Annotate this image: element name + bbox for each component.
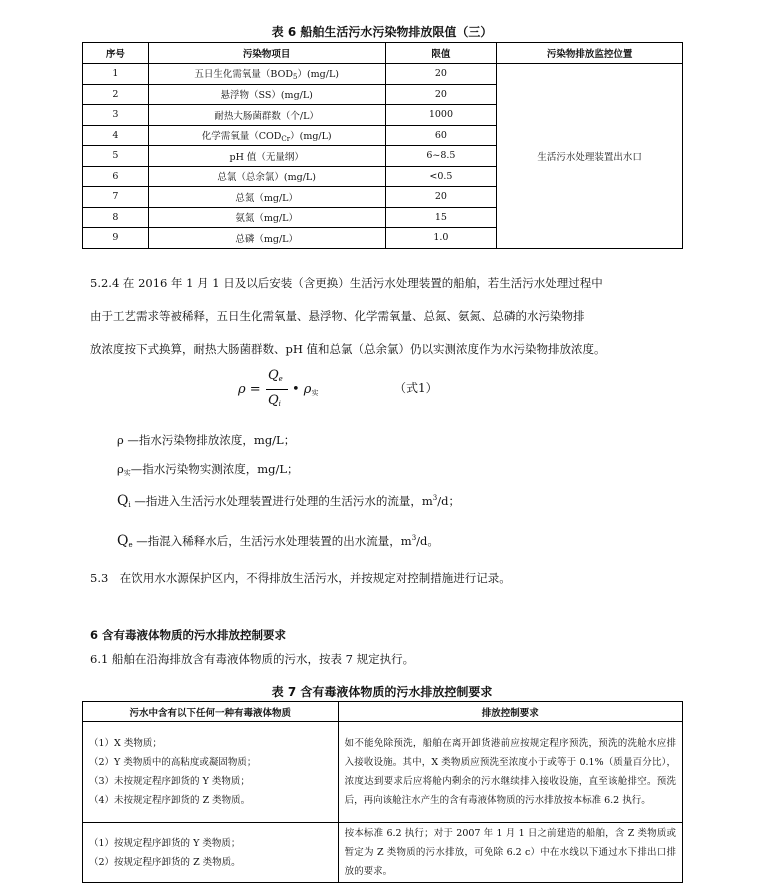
- table6-row-item: 化学需氧量$(COD_{Cr})(mg/L)$: [148, 125, 385, 146]
- formula-rhs: • $\rho_实$: [292, 382, 319, 397]
- def-qi: $Q_i$ —指进入生活污水处理装置进行处理的生活污水的流量，$m^3/d$；: [117, 493, 461, 509]
- table6-row-no: 5: [83, 146, 149, 167]
- table6-row-limit: <0.5: [385, 166, 497, 187]
- table6-row-item: 总氮（mg/L）: [148, 187, 385, 208]
- table7-row2-substances: （1）按规定程序卸货的 Y 类物质； （2）按规定程序卸货的 Z 类物质。: [83, 823, 339, 883]
- table6-monitor-location: 生活污水处理装置出水口: [497, 64, 683, 249]
- def-qe: $Q_e$ —指混入稀释水后，生活污水处理装置的出水流量，$m^3/d$。: [117, 533, 439, 549]
- para-53: 5.3 在饮用水水源保护区内，不得排放生活污水，并按规定对控制措施进行记录。: [90, 571, 511, 585]
- table6-row-limit: 60: [385, 125, 497, 146]
- formula-lhs: ρ =: [238, 382, 261, 397]
- para-61: 6.1 船舶在沿海排放含有毒液体物质的污水，按表 7 规定执行。: [90, 652, 415, 666]
- table6-row-limit: 1.0: [385, 228, 497, 249]
- table6-row-limit: 20: [385, 64, 497, 85]
- formula-denominator: $Q_i$: [268, 393, 281, 408]
- table6-row-limit: 15: [385, 207, 497, 228]
- table6-row-no: 3: [83, 105, 149, 126]
- para-524-line-2: 由于工艺需求等被稀释，五日生化需氧量、悬浮物、化学需氧量、总氮、氨氮、总磷的水污染物排: [90, 309, 585, 323]
- table6-row-item: 氨氮（mg/L）: [148, 207, 385, 228]
- table6-header-location: 污染物排放监控位置: [497, 43, 683, 64]
- section-6-title: 6 含有毒液体物质的污水排放控制要求: [90, 628, 287, 642]
- table6-row-no: 1: [83, 64, 149, 85]
- table6-row-limit: 20: [385, 187, 497, 208]
- formula-label: （式1）: [394, 381, 438, 395]
- table7-row1-substances: （1）X 类物质； （2）Y 类物质中的高粘度或凝固物质； （3）未按规定程序卸货的 Y 类物质； （4）未按规定程序卸货的 Z 类物质。: [83, 722, 339, 823]
- table6-row-item: 悬浮物（SS）(mg/L): [148, 84, 385, 105]
- table6: [82, 42, 683, 249]
- def-rho-measured: $\rho_实—$指水污染物实测浓度，mg/L；: [117, 462, 299, 477]
- table7: [82, 701, 683, 883]
- table6-row-item: 总磷（mg/L）: [148, 228, 385, 249]
- table7-caption: 表 7 含有毒液体物质的污水排放控制要求: [271, 685, 493, 699]
- table7-header-requirement: 排放控制要求: [338, 702, 682, 722]
- table6-header-no: 序号: [83, 43, 149, 64]
- para-524-line-1: 5.2.4 在 2016 年 1 月 1 日及以后安装（含更换）生活污水处理装置的船舶，若生活污水处理过程中: [90, 276, 603, 290]
- table6-caption: 表 6 船舶生活污水污染物排放限值（三）: [271, 25, 493, 39]
- table6-row-no: 4: [83, 125, 149, 146]
- table6-row-item: 耐热大肠菌群数（个/L）: [148, 105, 385, 126]
- table6-row-item: 总氯（总余氯）(mg/L): [148, 166, 385, 187]
- table6-row-item: 五日生化需氧量$(BOD_5)(mg/L)$: [148, 64, 385, 85]
- table6-header-limit: 限值: [385, 43, 497, 64]
- formula-numerator: $Q_e$: [268, 368, 283, 383]
- table6-row-no: 9: [83, 228, 149, 249]
- table6-row-no: 8: [83, 207, 149, 228]
- table7-header-substance: 污水中含有以下任何一种有毒液体物质: [83, 702, 339, 722]
- def-rho: ρ —指水污染物排放浓度，mg/L；: [117, 433, 296, 447]
- para-524-line-3: 放浓度按下式换算，耐热大肠菌群数、pH 值和总氯（总余氯）仍以实测浓度作为水污染物排放浓度。: [90, 342, 606, 356]
- table6-row-item: pH 值（无量纲）: [148, 146, 385, 167]
- table6-header-item: 污染物项目: [148, 43, 385, 64]
- table6-row-no: 7: [83, 187, 149, 208]
- table7-row2-requirement: 按本标准 6.2 执行；对于 2007 年 1 月 1 日之前建造的船舶，含 Z 类物质或暂定为 Z 类物质的污水排放，可免除 6.2 c）中在水线以下通过水下排出口排放的要求。: [338, 823, 682, 883]
- table6-row-limit: 6~8.5: [385, 146, 497, 167]
- table7-row1-requirement: 如不能免除预洗，船舶在离开卸货港前应按规定程序预洗，预洗的洗舱水应排入接收设施。其中，X 类物质应预洗至浓度小于或等于 0.1%（质量百分比），浓度达到要求后应将舱内剩余的污水继续排入接收设施，直至该舱排空。预洗后，再向该舱注水产生的含有毒液体物质的污水排放按本标准 6.2 执行。: [338, 722, 682, 823]
- table6-row-limit: 1000: [385, 105, 497, 126]
- table6-row-limit: 20: [385, 84, 497, 105]
- formula-fraction-bar: [266, 389, 288, 390]
- table6-row-no: 6: [83, 166, 149, 187]
- table6-row-no: 2: [83, 84, 149, 105]
